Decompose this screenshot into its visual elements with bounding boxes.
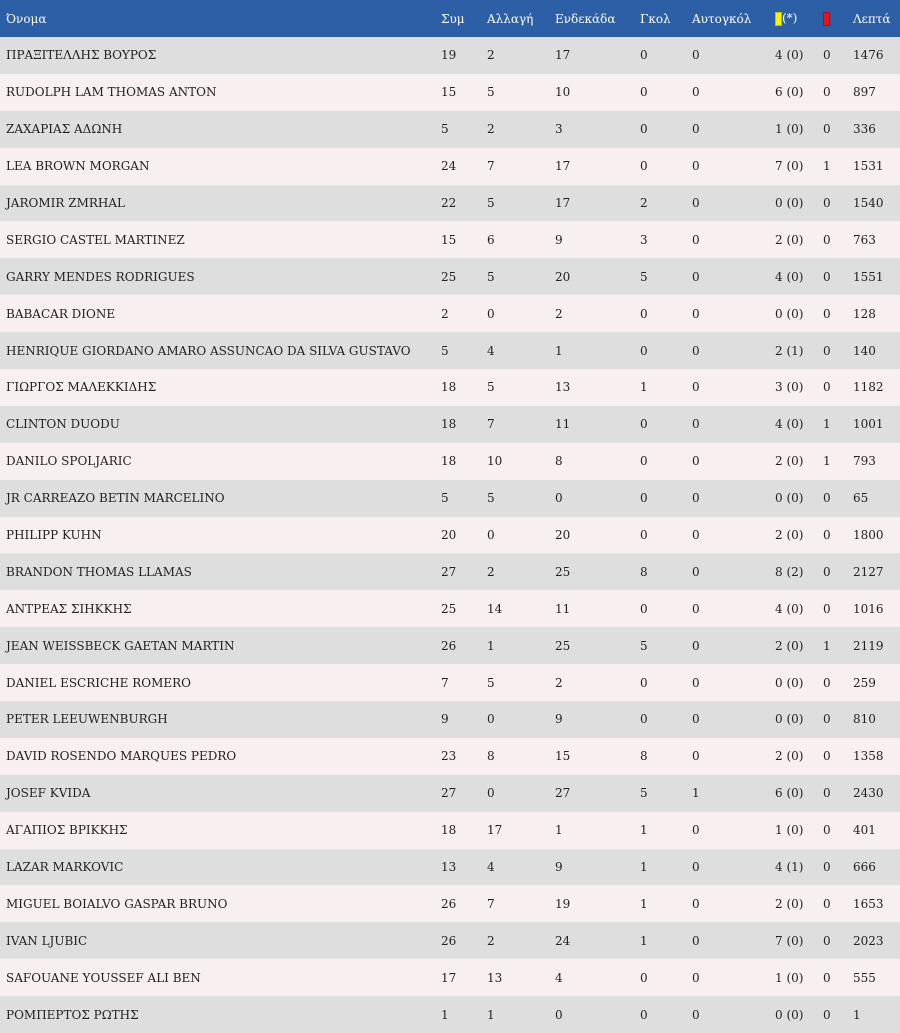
own-goals-value: 0	[692, 269, 700, 284]
apps-value: 18	[441, 454, 457, 469]
red-cards-value: 1	[823, 638, 831, 653]
subs-value: 4	[487, 343, 495, 358]
subs-value: 14	[487, 601, 503, 616]
table-body	[0, 37, 900, 1033]
table-row[interactable]	[0, 148, 900, 185]
apps-value: 18	[441, 380, 457, 395]
player-name: ΑΓΑΠΙΟΣ ΒΡΙΚΚΗΣ	[6, 823, 128, 838]
red-cards-value: 1	[823, 159, 831, 174]
minutes-value: 1	[853, 1007, 861, 1022]
subs-value: 0	[487, 528, 495, 543]
yellow-cards-value: 0 (0)	[775, 306, 804, 321]
red-cards-value: 0	[823, 380, 831, 395]
subs-value: 0	[487, 786, 495, 801]
col-yellow-header[interactable]	[775, 0, 823, 37]
starts-value: 9	[555, 232, 563, 247]
header-row	[0, 0, 900, 37]
yellow-cards-value: 7 (0)	[775, 159, 804, 174]
yellow-cards-value: 2 (1)	[775, 343, 804, 358]
own-goals-value: 1	[692, 786, 700, 801]
goals-value: 1	[640, 896, 648, 911]
goals-value: 2	[640, 196, 648, 210]
minutes-value: 1540	[853, 196, 884, 210]
subs-value: 5	[487, 269, 495, 284]
minutes-value: 259	[853, 675, 876, 690]
starts-value: 17	[555, 196, 571, 210]
player-name: JOSEF KVIDA	[6, 786, 91, 801]
goals-value: 0	[640, 417, 648, 432]
player-name: DAVID ROSENDO MARQUES PEDRO	[6, 749, 237, 764]
minutes-value: 1531	[853, 159, 884, 174]
own-goals-value: 0	[692, 896, 700, 911]
red-cards-value: 0	[823, 933, 831, 948]
table-row[interactable]	[0, 590, 900, 627]
yellow-cards-value: 6 (0)	[775, 85, 804, 100]
subs-value: 13	[487, 970, 503, 985]
starts-value: 3	[555, 122, 563, 137]
table-row[interactable]	[0, 701, 900, 738]
goals-value: 0	[640, 159, 648, 174]
own-goals-value: 0	[692, 48, 700, 63]
starts-value: 25	[555, 638, 571, 653]
yellow-cards-value: 1 (0)	[775, 970, 804, 985]
red-cards-value: 0	[823, 675, 831, 690]
own-goals-value: 0	[692, 601, 700, 616]
red-cards-value: 0	[823, 343, 831, 358]
minutes-value: 2430	[853, 786, 884, 801]
starts-value: 4	[555, 970, 563, 985]
goals-value: 0	[640, 675, 648, 690]
minutes-value: 2127	[853, 564, 884, 579]
apps-value: 17	[441, 970, 457, 985]
subs-value: 7	[487, 159, 495, 174]
own-goals-value: 0	[692, 380, 700, 395]
table-row[interactable]	[0, 332, 900, 369]
player-name: PETER LEEUWENBURGH	[6, 712, 168, 727]
table-row[interactable]	[0, 185, 900, 222]
table-row[interactable]	[0, 480, 900, 517]
yellow-cards-value: 2 (0)	[775, 749, 804, 764]
minutes-value: 1551	[853, 269, 884, 284]
apps-value: 25	[441, 269, 457, 284]
starts-value: 9	[555, 860, 563, 875]
yellow-cards-value: 0 (0)	[775, 675, 804, 690]
own-goals-value: 0	[692, 970, 700, 985]
apps-value: 5	[441, 491, 449, 506]
player-name: ΖΑΧΑΡΙΑΣ ΑΔΩΝΗ	[6, 122, 123, 137]
minutes-value: 65	[853, 491, 869, 506]
red-cards-value: 0	[823, 712, 831, 727]
col-goals-header[interactable]: Γκολ	[640, 11, 671, 26]
red-cards-value: 0	[823, 528, 831, 543]
yellow-header-suffix: (*)	[782, 11, 798, 26]
subs-value: 5	[487, 675, 495, 690]
minutes-value: 810	[853, 712, 876, 727]
minutes-value: 336	[853, 122, 876, 137]
player-name: SERGIO CASTEL MARTINEZ	[6, 232, 185, 247]
player-name: IVAN LJUBIC	[6, 933, 88, 948]
apps-value: 25	[441, 601, 457, 616]
own-goals-value: 0	[692, 823, 700, 838]
yellow-cards-value: 0 (0)	[775, 1007, 804, 1022]
yellow-cards-value: 3 (0)	[775, 380, 804, 395]
table-row[interactable]	[0, 812, 900, 849]
subs-value: 8	[487, 749, 495, 764]
yellow-cards-value: 4 (0)	[775, 269, 804, 284]
yellow-cards-value: 2 (0)	[775, 638, 804, 653]
starts-value: 27	[555, 786, 571, 801]
red-cards-value: 0	[823, 196, 831, 210]
minutes-value: 401	[853, 823, 876, 838]
subs-value: 5	[487, 196, 495, 210]
player-name: HENRIQUE GIORDANO AMARO ASSUNCAO DA SILVA GUSTAVO	[6, 343, 411, 358]
goals-value: 0	[640, 528, 648, 543]
apps-value: 18	[441, 417, 457, 432]
player-name: JR CARREAZO BETIN MARCELINO	[6, 491, 225, 506]
own-goals-value: 0	[692, 749, 700, 764]
red-cards-value: 0	[823, 48, 831, 63]
red-cards-value: 0	[823, 491, 831, 506]
player-name: BRANDON THOMAS LLAMAS	[6, 564, 192, 579]
own-goals-value: 0	[692, 122, 700, 137]
starts-value: 2	[555, 675, 563, 690]
table-row[interactable]	[0, 443, 900, 480]
red-cards-value: 1	[823, 454, 831, 469]
player-name: JEAN WEISSBECK GAETAN MARTIN	[6, 638, 235, 653]
minutes-value: 1476	[853, 48, 884, 63]
apps-value: 19	[441, 48, 457, 63]
minutes-value: 2023	[853, 933, 884, 948]
subs-value: 7	[487, 896, 495, 911]
own-goals-value: 0	[692, 85, 700, 100]
red-cards-value: 0	[823, 970, 831, 985]
minutes-value: 897	[853, 85, 876, 100]
col-own-goals-header[interactable]: Αυτογκόλ	[692, 11, 752, 26]
player-name: PHILIPP KUHN	[6, 528, 102, 543]
col-apps-header[interactable]: Συμ	[441, 11, 465, 26]
subs-value: 5	[487, 380, 495, 395]
red-cards-value: 0	[823, 85, 831, 100]
subs-value: 1	[487, 1007, 495, 1022]
yellow-cards-value: 2 (0)	[775, 896, 804, 911]
goals-value: 0	[640, 712, 648, 727]
goals-value: 1	[640, 823, 648, 838]
starts-value: 11	[555, 417, 571, 432]
subs-value: 7	[487, 417, 495, 432]
starts-value: 25	[555, 564, 571, 579]
subs-value: 10	[487, 454, 503, 469]
apps-value: 9	[441, 712, 449, 727]
red-cards-value: 0	[823, 122, 831, 137]
starts-value: 19	[555, 896, 571, 911]
goals-value: 0	[640, 85, 648, 100]
apps-value: 27	[441, 786, 457, 801]
col-minutes-header[interactable]: Λεπτά	[853, 11, 891, 26]
table-row[interactable]	[0, 221, 900, 258]
red-cards-value: 0	[823, 749, 831, 764]
apps-value: 23	[441, 749, 457, 764]
apps-value: 13	[441, 860, 457, 875]
goals-value: 0	[640, 48, 648, 63]
apps-value: 26	[441, 933, 457, 948]
col-subs-header[interactable]: Αλλαγή	[487, 11, 534, 26]
apps-value: 2	[441, 306, 449, 321]
col-red-header[interactable]	[823, 0, 853, 37]
starts-value: 11	[555, 601, 571, 616]
apps-value: 5	[441, 343, 449, 358]
goals-value: 0	[640, 454, 648, 469]
own-goals-value: 0	[692, 491, 700, 506]
red-cards-value: 0	[823, 860, 831, 875]
starts-value: 17	[555, 48, 571, 63]
apps-value: 26	[441, 638, 457, 653]
own-goals-value: 0	[692, 306, 700, 321]
own-goals-value: 0	[692, 232, 700, 247]
goals-value: 3	[640, 232, 648, 247]
table-row[interactable]	[0, 111, 900, 148]
goals-value: 0	[640, 970, 648, 985]
yellow-card-icon	[775, 12, 782, 26]
starts-value: 10	[555, 85, 571, 100]
player-name: LEA BROWN MORGAN	[6, 159, 150, 174]
minutes-value: 1653	[853, 896, 884, 911]
subs-value: 2	[487, 48, 495, 63]
table-header	[0, 0, 900, 37]
goals-value: 0	[640, 601, 648, 616]
subs-value: 6	[487, 232, 495, 247]
player-name: ΠΡΑΞΙΤΕΛΛΗΣ ΒΟΥΡΟΣ	[6, 48, 157, 63]
table-row[interactable]	[0, 885, 900, 922]
apps-value: 20	[441, 528, 457, 543]
yellow-cards-value: 4 (1)	[775, 860, 804, 875]
starts-value: 13	[555, 380, 571, 395]
yellow-cards-value: 2 (0)	[775, 454, 804, 469]
own-goals-value: 0	[692, 1007, 700, 1022]
player-name: GARRY MENDES RODRIGUES	[6, 269, 195, 284]
player-name: LAZAR MARKOVIC	[6, 860, 124, 875]
own-goals-value: 0	[692, 860, 700, 875]
own-goals-value: 0	[692, 343, 700, 358]
subs-value: 2	[487, 122, 495, 137]
red-cards-value: 0	[823, 601, 831, 616]
minutes-value: 666	[853, 860, 876, 875]
yellow-cards-value: 4 (0)	[775, 601, 804, 616]
player-name: CLINTON DUODU	[6, 417, 120, 432]
starts-value: 9	[555, 712, 563, 727]
minutes-value: 128	[853, 306, 876, 321]
yellow-cards-value: 0 (0)	[775, 196, 804, 210]
table-row[interactable]	[0, 37, 900, 74]
minutes-value: 1800	[853, 528, 884, 543]
table-row[interactable]	[0, 775, 900, 812]
col-starts-header[interactable]: Ενδεκάδα	[555, 11, 616, 26]
goals-value: 5	[640, 269, 648, 284]
subs-value: 17	[487, 823, 503, 838]
own-goals-value: 0	[692, 196, 700, 210]
starts-value: 15	[555, 749, 571, 764]
table-row[interactable]	[0, 553, 900, 590]
red-cards-value: 0	[823, 823, 831, 838]
goals-value: 0	[640, 1007, 648, 1022]
player-name: DANIEL ESCRICHE ROMERO	[6, 675, 192, 690]
table-row[interactable]	[0, 74, 900, 111]
red-cards-value: 1	[823, 417, 831, 432]
starts-value: 1	[555, 343, 563, 358]
apps-value: 1	[441, 1007, 449, 1022]
table-row[interactable]	[0, 849, 900, 886]
table-row[interactable]	[0, 959, 900, 996]
goals-value: 5	[640, 786, 648, 801]
red-cards-value: 0	[823, 232, 831, 247]
apps-value: 5	[441, 122, 449, 137]
goals-value: 1	[640, 380, 648, 395]
starts-value: 20	[555, 528, 571, 543]
red-cards-value: 0	[823, 1007, 831, 1022]
minutes-value: 1016	[853, 601, 884, 616]
yellow-cards-value: 2 (0)	[775, 232, 804, 247]
table-row[interactable]	[0, 295, 900, 332]
apps-value: 22	[441, 196, 457, 210]
table-row[interactable]	[0, 369, 900, 406]
starts-value: 17	[555, 159, 571, 174]
yellow-cards-value: 1 (0)	[775, 823, 804, 838]
minutes-value: 1358	[853, 749, 884, 764]
player-name: ΓΙΩΡΓΟΣ ΜΑΛΕΚΚΙΔΗΣ	[6, 380, 157, 395]
apps-value: 15	[441, 85, 457, 100]
player-name: ΑΝΤΡΕΑΣ ΣΙΗΚΚΗΣ	[6, 601, 132, 616]
table-row[interactable]	[0, 258, 900, 295]
minutes-value: 763	[853, 232, 876, 247]
table-row[interactable]	[0, 996, 900, 1033]
own-goals-value: 0	[692, 564, 700, 579]
apps-value: 24	[441, 159, 457, 174]
yellow-cards-value: 4 (0)	[775, 417, 804, 432]
starts-value: 20	[555, 269, 571, 284]
yellow-cards-value: 1 (0)	[775, 122, 804, 137]
subs-value: 2	[487, 933, 495, 948]
apps-value: 7	[441, 675, 449, 690]
apps-value: 18	[441, 823, 457, 838]
red-cards-value: 0	[823, 269, 831, 284]
goals-value: 0	[640, 122, 648, 137]
player-name: DANILO SPOLJARIC	[6, 454, 132, 469]
starts-value: 0	[555, 1007, 563, 1022]
subs-value: 5	[487, 85, 495, 100]
goals-value: 8	[640, 564, 648, 579]
minutes-value: 793	[853, 454, 876, 469]
goals-value: 1	[640, 933, 648, 948]
yellow-cards-value: 7 (0)	[775, 933, 804, 948]
own-goals-value: 0	[692, 159, 700, 174]
table-row[interactable]	[0, 664, 900, 701]
own-goals-value: 0	[692, 454, 700, 469]
own-goals-value: 0	[692, 638, 700, 653]
red-cards-value: 0	[823, 306, 831, 321]
starts-value: 8	[555, 454, 563, 469]
col-name-header[interactable]: Όνομα	[6, 11, 47, 26]
yellow-cards-value: 0 (0)	[775, 491, 804, 506]
own-goals-value: 0	[692, 675, 700, 690]
minutes-value: 2119	[853, 638, 884, 653]
yellow-cards-value: 6 (0)	[775, 786, 804, 801]
subs-value: 1	[487, 638, 495, 653]
apps-value: 15	[441, 232, 457, 247]
subs-value: 2	[487, 564, 495, 579]
player-name: BABACAR DIONE	[6, 306, 116, 321]
minutes-value: 555	[853, 970, 876, 985]
red-cards-value: 0	[823, 564, 831, 579]
apps-value: 27	[441, 564, 457, 579]
goals-value: 0	[640, 343, 648, 358]
subs-value: 5	[487, 491, 495, 506]
own-goals-value: 0	[692, 933, 700, 948]
subs-value: 0	[487, 306, 495, 321]
table-row[interactable]	[0, 406, 900, 443]
starts-value: 0	[555, 491, 563, 506]
yellow-cards-value: 0 (0)	[775, 712, 804, 727]
goals-value: 0	[640, 491, 648, 506]
goals-value: 8	[640, 749, 648, 764]
player-name: RUDOLPH LAM THOMAS ANTON	[6, 85, 217, 100]
subs-value: 4	[487, 860, 495, 875]
minutes-value: 1182	[853, 380, 884, 395]
table-row[interactable]	[0, 922, 900, 959]
own-goals-value: 0	[692, 712, 700, 727]
own-goals-value: 0	[692, 417, 700, 432]
goals-value: 1	[640, 860, 648, 875]
own-goals-value: 0	[692, 528, 700, 543]
player-name: SAFOUANE YOUSSEF ALI BEN	[6, 970, 201, 985]
player-name: MIGUEL BOIALVO GASPAR BRUNO	[6, 896, 228, 911]
yellow-cards-value: 8 (2)	[775, 564, 804, 579]
table-row[interactable]	[0, 627, 900, 664]
apps-value: 26	[441, 896, 457, 911]
red-cards-value: 0	[823, 896, 831, 911]
red-cards-value: 0	[823, 786, 831, 801]
minutes-value: 140	[853, 343, 876, 358]
player-name: JAROMIR ZMRHAL	[6, 196, 125, 210]
table-row[interactable]	[0, 517, 900, 554]
goals-value: 5	[640, 638, 648, 653]
red-card-icon	[823, 12, 830, 26]
subs-value: 0	[487, 712, 495, 727]
starts-value: 1	[555, 823, 563, 838]
goals-value: 0	[640, 306, 648, 321]
table-row[interactable]	[0, 738, 900, 775]
starts-value: 2	[555, 306, 563, 321]
minutes-value: 1001	[853, 417, 884, 432]
yellow-cards-value: 4 (0)	[775, 48, 804, 63]
yellow-cards-value: 2 (0)	[775, 528, 804, 543]
player-name: ΡΟΜΠΕΡΤΟΣ ΡΩΤΗΣ	[6, 1007, 139, 1022]
starts-value: 24	[555, 933, 571, 948]
